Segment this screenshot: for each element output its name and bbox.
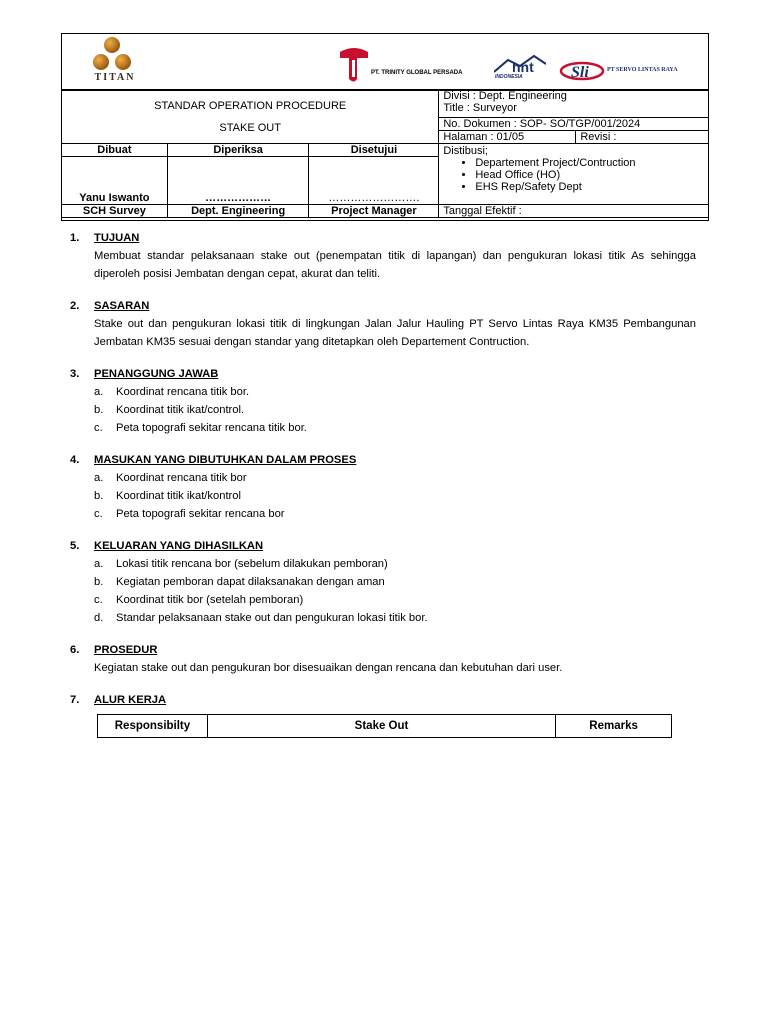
doc-title: STANDAR OPERATION PROCEDURE — [154, 99, 347, 112]
col-dibuat: Dibuat — [62, 144, 168, 157]
col-diperiksa: Diperiksa — [167, 144, 309, 157]
list-item — [94, 609, 696, 627]
distribusi-item: • Departement Project/Contruction — [475, 157, 704, 169]
role-disetujui: Project Manager — [309, 205, 439, 218]
section-text: Membuat standar pelaksanaan stake out (penempatan titik di lapangan) dan pengukuran lokasi titik As sehingga diperoleh posisi Jembatan dengan cepat, akurat dan teliti. — [94, 250, 696, 280]
title-cell — [62, 90, 439, 144]
list-item — [94, 555, 696, 573]
tgp-logo-text: PT. TRINITY GLOBAL PERSADA — [371, 70, 463, 76]
distribusi-list — [443, 157, 704, 193]
list-text: Koordinat titik ikat/kontrol — [116, 490, 241, 502]
distribusi-item: • EHS Rep/Safety Dept — [475, 181, 704, 193]
distribusi-item: • Head Office (HO) — [475, 169, 704, 181]
section-title: PENANGGUNG JAWAB — [94, 368, 219, 380]
list-letter: c. — [94, 422, 103, 434]
list-text: Peta topografi sekitar rencana bor — [116, 508, 285, 520]
section-title: TUJUAN — [94, 232, 140, 244]
divisi-cell — [439, 90, 709, 118]
section-text: Kegiatan stake out dan pengukuran bor disesuaikan dengan rencana dan kebutuhan dari user. — [94, 662, 563, 674]
list-text: Kegiatan pemboran dapat dilaksanakan dengan aman — [116, 576, 385, 588]
list-letter: d. — [94, 612, 104, 624]
section-alur-kerja — [70, 691, 696, 709]
list-item — [94, 505, 696, 523]
role-dibuat: SCH Survey — [62, 205, 168, 218]
section-text: Stake out dan pengukuran lokasi titik di lingkungan Jalan Jalur Hauling PT Servo Lintas Raya KM35 Pembangunan Jembatan KM35 sesuai dengan standar yang ditetapkan oleh Departement Contruction. — [94, 318, 696, 348]
document-body — [70, 229, 696, 723]
section-penanggung-jawab — [70, 365, 696, 437]
title-field-text: Title : Surveyor — [443, 102, 517, 114]
logo-row — [62, 34, 708, 91]
section-prosedur — [70, 641, 696, 677]
section-keluaran — [70, 537, 696, 627]
list-item — [94, 487, 696, 505]
alur-col-responsibility: Responsibilty — [98, 715, 208, 738]
list-letter: b. — [94, 576, 104, 588]
section-tujuan — [70, 229, 696, 283]
section-number: 7. — [70, 694, 80, 706]
halaman: Halaman : 01/05 — [439, 131, 576, 143]
tanggal-efektif: Tanggal Efektif : — [439, 205, 709, 218]
svg-text:hnt: hnt — [512, 59, 534, 74]
list-text: Peta topografi sekitar rencana titik bor. — [116, 422, 307, 434]
section-title: MASUKAN YANG DIBUTUHKAN DALAM PROSES — [94, 454, 357, 466]
list-text: Standar pelaksanaan stake out dan pengukuran lokasi titik bor. — [116, 612, 428, 624]
list-text: Koordinat rencana titik bor. — [116, 386, 250, 398]
section-number: 4. — [70, 454, 80, 466]
section-number: 6. — [70, 644, 80, 656]
sign-disetujui: ……………………. — [309, 157, 439, 205]
list-item — [94, 419, 696, 437]
section-number: 3. — [70, 368, 80, 380]
sign-dibuat: Yanu Iswanto — [62, 157, 168, 205]
sign-diperiksa: ……………… — [167, 157, 309, 205]
doc-subtitle: STAKE OUT — [219, 121, 281, 134]
list-letter: c. — [94, 594, 103, 606]
section-masukan — [70, 451, 696, 523]
sli-logo-icon — [559, 60, 605, 82]
hnt-logo-icon — [494, 54, 546, 74]
list-letter: a. — [94, 472, 104, 484]
header-table — [61, 89, 709, 218]
alur-col-remarks: Remarks — [556, 715, 672, 738]
list-item — [94, 573, 696, 591]
list-letter: b. — [94, 404, 104, 416]
sli-logo-text: PT SERVO LINTAS RAYA — [607, 67, 678, 73]
list-item — [94, 383, 696, 401]
doc-info-cell — [439, 118, 709, 144]
section-title: KELUARAN YANG DIHASILKAN — [94, 540, 264, 552]
titan-logo-text: TITAN — [94, 72, 136, 83]
tgp-logo-icon — [337, 46, 371, 84]
section-number: 2. — [70, 300, 80, 312]
col-disetujui: Disetujui — [309, 144, 439, 157]
role-diperiksa: Dept. Engineering — [167, 205, 309, 218]
section-title: ALUR KERJA — [94, 694, 167, 706]
alur-col-stake-out: Stake Out — [207, 715, 555, 738]
list-text: Lokasi titik rencana bor (sebelum dilakukan pemboran) — [116, 558, 388, 570]
list-text: Koordinat titik ikat/control. — [116, 404, 245, 416]
section-title: SASARAN — [94, 300, 150, 312]
titan-logo — [79, 36, 139, 88]
distribusi-cell — [439, 144, 709, 205]
list-item — [94, 469, 696, 487]
section-sasaran — [70, 297, 696, 351]
distribusi-label: Distibusi; — [443, 145, 488, 157]
alur-kerja-table — [97, 714, 672, 738]
titan-balls-icon — [87, 36, 137, 72]
list-text: Koordinat rencana titik bor — [116, 472, 247, 484]
hnt-logo-text: INDONESIA — [495, 74, 523, 80]
list-letter: a. — [94, 386, 104, 398]
list-letter: a. — [94, 558, 104, 570]
no-dokumen: No. Dokumen : SOP- SO/TGP/001/2024 — [439, 118, 708, 131]
section-title: PROSEDUR — [94, 644, 158, 656]
revisi: Revisi : — [580, 131, 617, 143]
list-text: Koordinat titik bor (setelah pemboran) — [116, 594, 304, 606]
list-item — [94, 401, 696, 419]
svg-text:Sli: Sli — [571, 64, 589, 81]
divisi-text: Divisi : Dept. Engineering — [443, 90, 567, 102]
list-item — [94, 591, 696, 609]
section-number: 1. — [70, 232, 80, 244]
list-letter: b. — [94, 490, 104, 502]
section-number: 5. — [70, 540, 80, 552]
list-letter: c. — [94, 508, 103, 520]
